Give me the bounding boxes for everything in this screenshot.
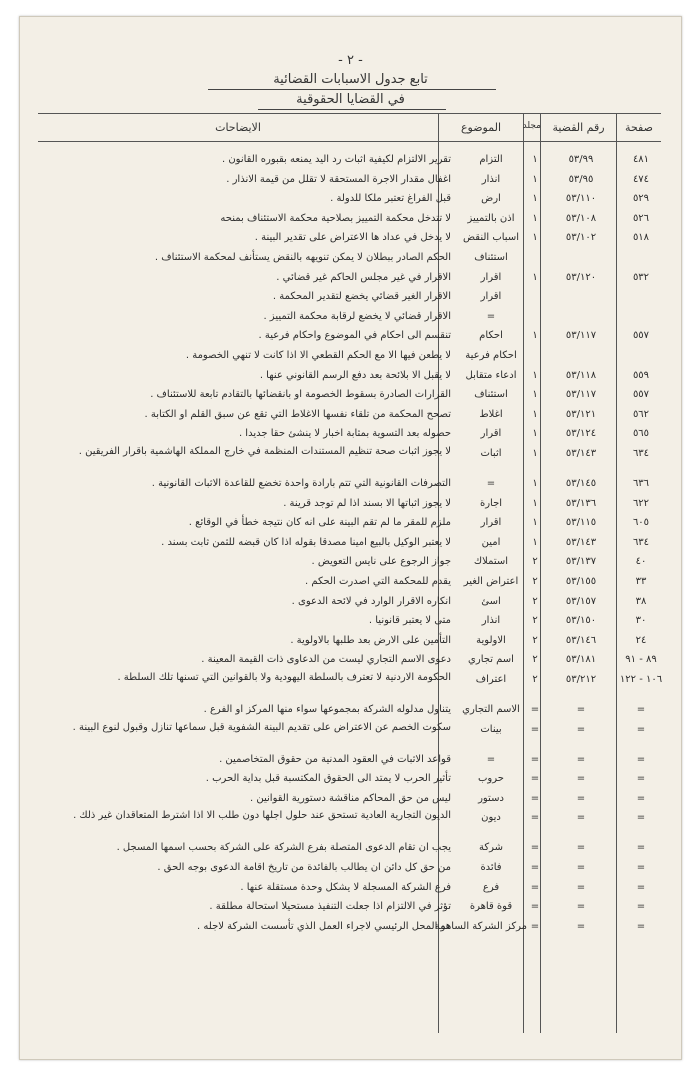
row-subject: اسئ [481,595,501,607]
row-page: ٥٥٧ [632,389,650,401]
row-case-number: ٥٣/١٥٠ [565,615,597,627]
row-case-number: ٥٣/١٤٣ [565,448,597,459]
row-page: = [636,773,646,785]
row-remark: ليس من حق المحاكم مناقشة دستورية القوانين . [250,792,451,804]
row-case-number: = [576,704,586,715]
title-line-1: تابع جدول الاسبابات القضائية [273,72,428,87]
row-volume: ١ [532,389,538,401]
row-volume: ٢ [532,576,538,587]
row-volume: ١ [532,428,538,440]
row-page: ٥١٨ [632,232,650,244]
row-volume: = [530,773,540,785]
row-volume: = [530,723,540,735]
row-page: = [636,862,646,873]
row-subject: امين [481,536,501,548]
row-remark: يجب ان تقام الدعوى المتصلة بفرع الشركة على الشركة بحسب اسمها المسجل . [116,842,451,854]
row-subject: = [486,753,496,765]
table-row [20,326,681,346]
row-subject: حروب [478,773,504,785]
row-page: ٣٠ [635,615,647,627]
row-remark: تأثير الحرب لا يمتد الى الحقوق المكتسبة قبل بداية الحرب . [205,773,451,785]
row-subject: انذار [481,615,501,627]
row-remark: قبل الفراغ تعتبر ملكا للدولة . [330,193,451,205]
table-row [20,228,681,248]
row-subject: استئناف [474,252,508,263]
row-remark: متى لا يعتبر قانونيا . [368,615,451,627]
row-case-number: ٥٣/١٠٢ [565,232,597,244]
row-remark: تصحح المحكمة من تلقاء نفسها الاغلاط التي تقع عن سبق القلم او الكتابة . [144,408,451,420]
table-row [20,917,681,937]
row-subject: انذار [481,173,501,185]
row-case-number: ٥٣/١١٨ [565,369,597,381]
row-subject: احكام فرعية [465,350,517,361]
row-subject: اغلاط [479,408,503,420]
row-volume: = [530,792,540,804]
row-subject: ارض [481,193,501,205]
row-subject: اقرار [480,428,502,440]
row-case-number: ٥٣/١٤٦ [565,634,597,646]
row-volume: = [530,753,540,765]
row-volume: ٢ [532,674,538,685]
title-underline-2 [258,109,446,110]
row-remark: لا يجوز اثباتها الا بسند اذا لم توجد قرينة . [283,497,451,509]
table-row [20,631,681,651]
row-page: ٣٣ [635,576,647,587]
table-row [20,533,681,553]
row-page: ٥٥٧ [632,330,650,342]
row-subject: فائدة [480,862,502,873]
row-case-number: ٥٣/١٨١ [565,654,597,666]
row-case-number: = [576,792,586,804]
row-volume: ١ [532,212,538,224]
row-subject: قوة قاهرة [469,901,513,913]
table-row [20,268,681,288]
row-remark: لا تتدخل محكمة التمييز بصلاحية محكمة الاستئناف بمنحه [220,212,451,224]
table-row [20,307,681,327]
row-case-number: = [576,812,586,824]
row-page: ٦٣٤ [632,536,650,548]
row-subject: اعتراف [475,674,507,685]
row-page: ٤٨١ [632,154,650,165]
table-header-rule [38,141,661,142]
row-case-number: = [576,753,586,765]
row-subject: اقرار [480,517,502,529]
row-case-number: ٥٣/١١٠ [565,193,597,205]
row-volume: ١ [532,478,538,489]
row-volume: = [530,881,540,893]
table-row [20,611,681,631]
row-page: = [636,753,646,765]
row-subject: = [486,478,496,489]
table-row [20,287,681,307]
row-volume: ١ [532,193,538,205]
row-case-number: = [576,723,586,735]
row-volume: ٢ [532,615,538,627]
table-row [20,248,681,268]
row-remark: هو المحل الرئيسي لاجراء العمل الذي تأسست الشركة لاجله . [197,920,451,932]
row-subject: التزام [479,154,503,165]
row-remark: لا يعتبر الوكيل بالبيع امينا مصدقا بقوله اذا كان قبضه للثمن ثابت بسند . [161,536,451,548]
row-page: = [636,881,646,893]
title-underline-1 [208,89,496,90]
row-case-number: ٥٣/١٢٠ [565,271,597,283]
row-volume: = [530,842,540,854]
row-remark: تؤثر في الالتزام اذا جعلت التنفيذ مستحيلا استحالة مطلقة . [209,901,451,913]
row-remark: فرع الشركة المسجلة لا يشكل وحدة مستقلة عنها . [240,881,451,893]
row-subject: اسباب النقض [463,232,519,244]
row-volume: = [530,704,540,715]
row-case-number: ٥٣/٩٩ [568,154,594,165]
row-case-number: ٥٣/٢١٢ [565,674,597,685]
row-case-number: = [576,842,586,854]
row-case-number: = [576,901,586,913]
row-volume: ١ [532,536,538,548]
row-volume: ١ [532,517,538,529]
row-remark: دعوى الاسم التجاري ليست من الدعاوى ذات القيمة المعينة . [201,654,451,666]
row-page: ٨٩ - ٩١ [625,654,657,666]
table-row [20,897,681,917]
table-row [20,189,681,209]
table-row [20,552,681,572]
row-page: ٦٢٢ [632,497,650,509]
row-subject: اذن بالتمييز [467,212,515,224]
table-row [20,808,681,838]
row-remark: الاقرار الغير قضائي يخضع لتقدير المحكمة . [272,291,451,303]
table-row [20,494,681,514]
row-page: = [636,842,646,854]
row-remark: تنقسم الى احكام في الموضوع واحكام فرعية . [258,330,451,342]
row-subject: شركة [478,842,504,854]
table-row [20,424,681,444]
row-volume: = [530,920,540,932]
table-top-rule [38,113,661,114]
title-line-2: في القضايا الحقوقية [296,92,405,107]
row-page: = [636,704,646,715]
header-subject: الموضوع [460,121,502,134]
row-page: = [636,901,646,913]
row-remark: قواعد الاثبات في العقود المدنية من حقوق المتخاصمين . [219,753,451,765]
row-volume: ١ [532,448,538,459]
table-row [20,150,681,170]
table-row [20,750,681,770]
table-row [20,838,681,858]
row-remark: حصوله بعد التسوية بمثابة اخبار لا ينشئ حقا جديدا . [238,428,451,440]
row-remark: الاقرار قضائي لا يخضع لرقابة محكمة التمييز . [263,310,451,322]
page-number: - ٢ - [338,53,363,68]
row-page: = [636,792,646,804]
row-volume: ١ [532,232,538,244]
table-row [20,209,681,229]
row-volume: ١ [532,408,538,420]
row-subject: الاسم التجاري [462,704,520,715]
table-row [20,700,681,720]
row-volume: ٢ [532,595,538,607]
row-case-number: ٥٣/١٠٨ [565,212,597,224]
row-subject: استئناف [474,389,508,401]
row-case-number: ٥٣/١٢٤ [565,428,597,440]
table-row [20,720,681,750]
row-case-number: ٥٣/١١٧ [565,389,597,401]
header-volume: مجلد [522,121,541,131]
row-subject: احكام [479,330,503,342]
table-row [20,650,681,670]
row-page: ٥٥٩ [632,369,650,381]
document-page [19,16,682,1060]
row-page: ٢٤ [635,634,647,646]
table-row [20,170,681,190]
row-page: = [636,920,646,932]
row-case-number: = [576,862,586,873]
row-case-number: = [576,881,586,893]
row-volume: ٢ [532,556,538,568]
row-subject: اثبات [480,448,502,459]
row-case-number: = [576,920,586,932]
table-row [20,769,681,789]
row-subject: اقرار [480,291,502,303]
row-remark: الديون التجارية العادية تستحق عند حلول اجلها دون طلب الا اذا اشترط المتعاقدان غير ذلك . [73,810,451,822]
row-page: ٤٧٤ [632,173,650,185]
row-volume: ١ [532,369,538,381]
row-page: = [636,812,646,824]
row-page: ٦٠٥ [632,517,650,529]
row-remark: جواز الرجوع على نايس التعويض . [311,556,451,568]
table-row [20,444,681,474]
row-case-number: ٥٣/٩٥ [568,173,594,185]
row-volume: ١ [532,330,538,342]
row-remark: التصرفات القانونية التي تتم بارادة واحدة تخضع للقاعدة الاثبات القانونية . [151,478,451,489]
row-page: ٥٦٢ [632,408,650,420]
row-volume: = [530,901,540,913]
row-page: ٥٦٥ [632,428,650,440]
table-row [20,670,681,700]
row-remark: تقرير الالتزام لكيفية اثبات رد اليد يمنعه بقبوره القانون . [221,154,451,165]
table-row [20,346,681,366]
table-row [20,385,681,405]
header-case-number: رقم القضية [552,121,605,134]
row-case-number: ٥٣/١٢١ [565,408,597,420]
row-page: ١٠٦ - ١٢٢ [619,674,663,685]
row-case-number: ٥٣/١١٥ [565,517,597,529]
table-row [20,366,681,386]
row-case-number: ٥٣/١٥٧ [565,595,597,607]
row-subject: = [486,310,496,322]
row-page: ٥٢٦ [632,212,650,224]
row-page: ٤٠ [635,556,647,568]
row-remark: انكاره الاقرار الوارد في لائحة الدعوى . [291,595,451,607]
row-volume: ٢ [532,634,538,646]
row-remark: لا يطعن فيها الا مع الحكم القطعي الا اذا كانت لا تنهي الخصومة . [185,350,451,361]
row-remark: التأمين على الارض بعد طلبها بالاولوية . [290,634,451,646]
row-volume: = [530,862,540,873]
row-page: ٦٣٤ [632,448,650,459]
row-volume: ١ [532,173,538,185]
row-remark: يقدم للمحكمة التي اصدرت الحكم . [304,576,451,587]
row-subject: الاولوية [476,634,506,646]
row-volume: ١ [532,154,538,165]
row-remark: الحكم الصادر ببطلان لا يمكن تنويهه بالنقض يستأنف لمحكمة الاستئناف . [154,252,451,263]
row-case-number: ٥٣/١٣٦ [565,497,597,509]
row-remark: الاقرار في غير مجلس الحاكم غير قضائي . [276,271,451,283]
row-subject: ادعاء متقابل [465,369,517,381]
table-row [20,474,681,494]
row-case-number: ٥٣/١٣٧ [565,556,597,568]
header-page: صفحة [625,121,653,134]
row-page: ٥٢٩ [632,193,650,205]
row-page: ٣٨ [635,595,647,607]
row-volume: ١ [532,271,538,283]
row-remark: لا يجوز اثبات صحة تنظيم المستندات المنظمة في خارج المملكة الهاشمية باقرار الفريقين . [78,446,451,457]
row-remark: اغفال مقدار الاجرة المستحقة لا تقلل من قيمة الانذار . [226,173,451,185]
row-remark: من حق كل دائن ان يطالب بالفائدة من تاريخ اقامة الدعوى بوجه الحق . [157,862,451,873]
row-subject: اسم تجاري [468,654,514,666]
header-remarks: الايضاحات [215,121,261,134]
row-volume: ٢ [532,654,538,666]
row-subject: ديون [481,812,501,824]
table-row [20,513,681,533]
row-remark: لا يقبل الا بلائحة بعد دفع الرسم القانوني عنها . [259,369,451,381]
row-page: ٦٣٦ [632,478,650,489]
row-subject: اعتراض الغير [463,576,519,587]
table-row [20,789,681,809]
row-remark: لا يدخل في عداد ها الاعتراض على تقدير البينة . [254,232,451,244]
row-case-number: ٥٣/١٥٥ [565,576,597,587]
row-subject: فرع [482,881,500,893]
table-row [20,572,681,592]
row-page: ٥٣٢ [632,271,650,283]
row-remark: القرارات الصادرة بسقوط الخصومة او بانقضائها بالتقادم تابعة للاستئناف . [150,389,451,401]
row-subject: بينات [480,723,502,735]
row-case-number: ٥٣/١٤٣ [565,536,597,548]
table-row [20,405,681,425]
row-volume: = [530,812,540,824]
row-case-number: ٥٣/١٤٥ [565,478,597,489]
row-remark: ملزم للمقر ما لم تقم البينة على انه كان نتيجة خطأ في الوقائع . [188,517,451,529]
row-remark: سكوت الخصم عن الاعتراض على تقديم البينة الشفوية قبل سماعها تنازل وقبول لنوع البينة . [72,721,451,733]
row-subject: استملاك [473,556,509,568]
row-case-number: = [576,773,586,785]
row-remark: الحكومة الاردنية لا تعترف بالسلطة اليهودية ولا بالقوانين التي تسنها تلك السلطة . [117,672,451,683]
row-subject: دستور [478,792,504,804]
row-volume: ١ [532,497,538,509]
row-page: = [636,723,646,735]
row-subject: اجارة [479,497,503,509]
row-case-number: ٥٣/١١٧ [565,330,597,342]
table-row [20,858,681,878]
row-remark: يتناول مدلوله الشركة بمجموعها سواء منها المركز او الفرع . [203,704,451,715]
row-subject: مركز الشركة الساهمة [434,920,527,932]
table-row [20,878,681,898]
row-subject: اقرار [480,271,502,283]
table-row [20,592,681,612]
